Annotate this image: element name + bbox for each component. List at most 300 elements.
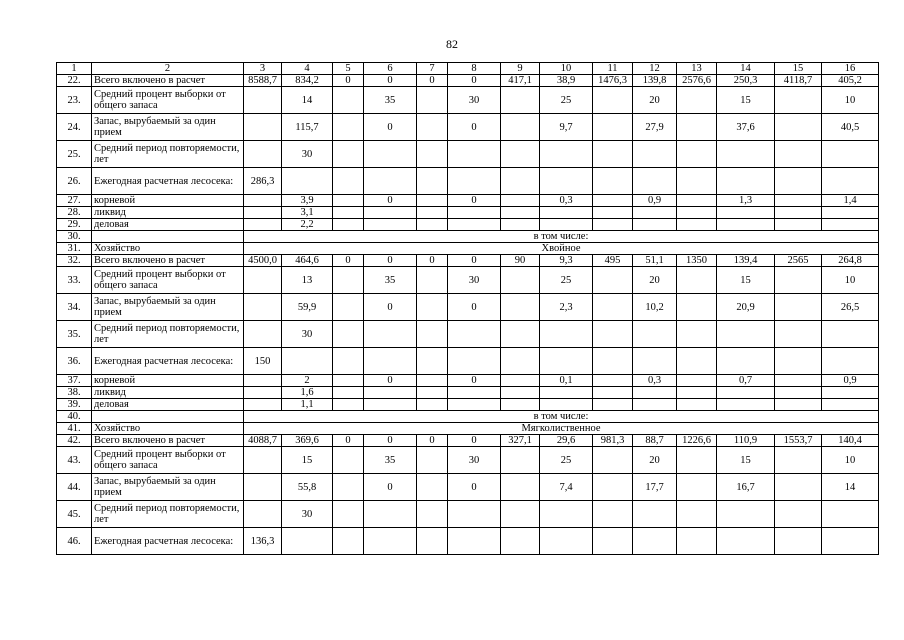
value-cell: 35 — [364, 267, 417, 294]
value-cell: 0 — [364, 255, 417, 267]
value-cell — [364, 141, 417, 168]
value-cell — [333, 501, 364, 528]
value-cell: 15 — [717, 447, 775, 474]
value-cell — [244, 267, 282, 294]
value-cell: 0 — [364, 375, 417, 387]
value-cell: 0 — [333, 255, 364, 267]
value-cell — [593, 387, 633, 399]
row-label-cell: Всего включено в расчет — [92, 435, 244, 447]
value-cell — [593, 87, 633, 114]
value-cell — [633, 399, 677, 411]
table-row — [57, 447, 879, 474]
value-cell — [633, 219, 677, 231]
value-cell: 981,3 — [593, 435, 633, 447]
value-cell — [364, 207, 417, 219]
value-cell — [244, 387, 282, 399]
value-cell: 30 — [448, 267, 501, 294]
value-cell: 464,6 — [282, 255, 333, 267]
value-cell: 15 — [717, 87, 775, 114]
value-cell — [677, 219, 717, 231]
value-cell: 16,7 — [717, 474, 775, 501]
value-cell — [822, 387, 879, 399]
table-row — [57, 348, 879, 375]
value-cell — [501, 207, 540, 219]
value-cell — [417, 141, 448, 168]
value-cell — [448, 321, 501, 348]
row-number-cell: 44. — [57, 474, 92, 501]
row-number-cell: 45. — [57, 501, 92, 528]
value-cell: 35 — [364, 447, 417, 474]
table-body — [57, 63, 879, 555]
value-cell: 25 — [540, 447, 593, 474]
value-cell — [364, 528, 417, 555]
value-cell: 2,2 — [282, 219, 333, 231]
value-cell — [822, 399, 879, 411]
value-cell: 30 — [448, 447, 501, 474]
value-cell — [540, 501, 593, 528]
value-cell: 90 — [501, 255, 540, 267]
column-number-cell: 2 — [92, 63, 244, 75]
value-cell: 0 — [448, 75, 501, 87]
value-cell: 3,1 — [282, 207, 333, 219]
column-number-cell: 16 — [822, 63, 879, 75]
value-cell — [633, 321, 677, 348]
value-cell — [501, 195, 540, 207]
value-cell — [775, 399, 822, 411]
value-cell: 30 — [282, 141, 333, 168]
value-cell — [593, 294, 633, 321]
value-cell — [822, 501, 879, 528]
row-label-cell: Средний период повторяемости, лет — [92, 141, 244, 168]
value-cell — [775, 267, 822, 294]
table-row — [57, 294, 879, 321]
value-cell — [244, 219, 282, 231]
row-label-cell: ликвид — [92, 207, 244, 219]
row-label-cell: Всего включено в расчет — [92, 75, 244, 87]
value-cell: 1,6 — [282, 387, 333, 399]
value-cell — [677, 387, 717, 399]
value-cell — [593, 267, 633, 294]
row-number-cell: 46. — [57, 528, 92, 555]
value-cell — [593, 474, 633, 501]
value-cell — [244, 195, 282, 207]
value-cell — [677, 348, 717, 375]
value-cell: 25 — [540, 87, 593, 114]
value-cell: 0 — [364, 474, 417, 501]
row-label-cell — [92, 411, 244, 423]
value-cell — [244, 474, 282, 501]
value-cell — [417, 114, 448, 141]
table-row — [57, 195, 879, 207]
column-number-cell: 15 — [775, 63, 822, 75]
value-cell — [364, 219, 417, 231]
value-cell — [540, 321, 593, 348]
value-cell — [775, 219, 822, 231]
value-cell — [282, 168, 333, 195]
value-cell: 27,9 — [633, 114, 677, 141]
row-number-cell: 42. — [57, 435, 92, 447]
value-cell — [540, 219, 593, 231]
value-cell: 17,7 — [633, 474, 677, 501]
row-label-cell: деловая — [92, 399, 244, 411]
column-number-cell: 6 — [364, 63, 417, 75]
value-cell — [333, 321, 364, 348]
table-row — [57, 168, 879, 195]
value-cell — [244, 321, 282, 348]
table-row — [57, 87, 879, 114]
value-cell — [717, 219, 775, 231]
row-number-cell: 26. — [57, 168, 92, 195]
value-cell — [540, 141, 593, 168]
value-cell — [501, 219, 540, 231]
value-cell: 38,9 — [540, 75, 593, 87]
value-cell: 0 — [448, 294, 501, 321]
value-cell: 286,3 — [244, 168, 282, 195]
table-row — [57, 387, 879, 399]
value-cell: 1,3 — [717, 195, 775, 207]
value-cell: 0 — [448, 375, 501, 387]
value-cell — [333, 168, 364, 195]
row-number-cell: 32. — [57, 255, 92, 267]
value-cell — [417, 348, 448, 375]
column-number-cell: 5 — [333, 63, 364, 75]
value-cell: 13 — [282, 267, 333, 294]
row-number-cell: 36. — [57, 348, 92, 375]
value-cell — [822, 348, 879, 375]
value-cell: 14 — [822, 474, 879, 501]
value-cell — [448, 348, 501, 375]
value-cell — [244, 114, 282, 141]
row-number-cell: 24. — [57, 114, 92, 141]
value-cell — [633, 348, 677, 375]
value-cell: 10 — [822, 447, 879, 474]
value-cell — [593, 501, 633, 528]
value-cell: 0 — [364, 294, 417, 321]
value-cell: 495 — [593, 255, 633, 267]
row-label-cell: Средний период повторяемости, лет — [92, 501, 244, 528]
value-cell — [540, 528, 593, 555]
row-number-cell: 35. — [57, 321, 92, 348]
value-cell — [333, 207, 364, 219]
value-cell — [333, 219, 364, 231]
value-cell — [417, 375, 448, 387]
value-cell — [677, 399, 717, 411]
value-cell — [775, 375, 822, 387]
value-cell: 0 — [364, 75, 417, 87]
value-cell: 0 — [333, 435, 364, 447]
value-cell — [244, 501, 282, 528]
value-cell — [775, 348, 822, 375]
row-number-cell: 41. — [57, 423, 92, 435]
value-cell: 8588,7 — [244, 75, 282, 87]
value-cell: 0 — [448, 255, 501, 267]
column-number-cell: 9 — [501, 63, 540, 75]
table-row — [57, 141, 879, 168]
value-cell — [244, 141, 282, 168]
value-cell — [448, 528, 501, 555]
value-cell — [822, 219, 879, 231]
value-cell: 10 — [822, 267, 879, 294]
value-cell — [364, 387, 417, 399]
table-row — [57, 255, 879, 267]
value-cell: 30 — [448, 87, 501, 114]
value-cell — [540, 399, 593, 411]
value-cell: 35 — [364, 87, 417, 114]
value-cell — [677, 87, 717, 114]
row-label-cell: Всего включено в расчет — [92, 255, 244, 267]
value-cell — [822, 168, 879, 195]
value-cell — [244, 207, 282, 219]
column-number-cell: 7 — [417, 63, 448, 75]
value-cell — [448, 168, 501, 195]
value-cell: 417,1 — [501, 75, 540, 87]
value-cell — [717, 399, 775, 411]
row-label-cell: корневой — [92, 375, 244, 387]
value-cell — [417, 267, 448, 294]
value-cell: 0,1 — [540, 375, 593, 387]
value-cell — [333, 141, 364, 168]
value-cell: 140,4 — [822, 435, 879, 447]
value-cell: 139,4 — [717, 255, 775, 267]
value-cell — [417, 219, 448, 231]
value-cell: 0 — [448, 195, 501, 207]
value-cell: 327,1 — [501, 435, 540, 447]
section-heading-cell: Мягколиственное — [244, 423, 879, 435]
value-cell — [417, 294, 448, 321]
value-cell: 2576,6 — [677, 75, 717, 87]
value-cell — [244, 87, 282, 114]
table-row — [57, 114, 879, 141]
value-cell: 369,6 — [282, 435, 333, 447]
value-cell — [448, 387, 501, 399]
value-cell: 136,3 — [244, 528, 282, 555]
value-cell — [775, 195, 822, 207]
row-label-cell: Хозяйство — [92, 243, 244, 255]
value-cell: 0 — [448, 114, 501, 141]
value-cell — [417, 447, 448, 474]
row-label-cell: Средний период повторяемости, лет — [92, 321, 244, 348]
value-cell — [333, 195, 364, 207]
value-cell — [633, 528, 677, 555]
value-cell: 1,4 — [822, 195, 879, 207]
value-cell — [540, 348, 593, 375]
value-cell: 115,7 — [282, 114, 333, 141]
value-cell — [717, 528, 775, 555]
value-cell: 15 — [717, 267, 775, 294]
value-cell — [717, 207, 775, 219]
page-number: 82 — [446, 37, 458, 51]
value-cell — [677, 267, 717, 294]
row-label-cell — [92, 231, 244, 243]
value-cell — [501, 267, 540, 294]
row-number-cell: 43. — [57, 447, 92, 474]
value-cell — [593, 207, 633, 219]
value-cell — [333, 375, 364, 387]
row-number-cell: 34. — [57, 294, 92, 321]
row-label-cell: Ежегодная расчетная лесосека: — [92, 348, 244, 375]
value-cell: 0,3 — [633, 375, 677, 387]
value-cell — [775, 87, 822, 114]
value-cell: 2,3 — [540, 294, 593, 321]
row-label-cell: Запас, вырубаемый за один прием — [92, 474, 244, 501]
value-cell — [417, 387, 448, 399]
value-cell — [333, 87, 364, 114]
row-number-cell: 38. — [57, 387, 92, 399]
column-number-cell: 4 — [282, 63, 333, 75]
table-row — [57, 219, 879, 231]
value-cell: 0 — [448, 474, 501, 501]
table-row — [57, 501, 879, 528]
value-cell — [677, 195, 717, 207]
value-cell — [364, 348, 417, 375]
value-cell — [448, 141, 501, 168]
value-cell: 55,8 — [282, 474, 333, 501]
value-cell: 2565 — [775, 255, 822, 267]
value-cell: 15 — [282, 447, 333, 474]
value-cell: 20,9 — [717, 294, 775, 321]
value-cell: 20 — [633, 87, 677, 114]
value-cell: 20 — [633, 267, 677, 294]
value-cell — [333, 294, 364, 321]
row-number-cell: 28. — [57, 207, 92, 219]
value-cell — [717, 168, 775, 195]
value-cell — [593, 321, 633, 348]
value-cell: 4500,0 — [244, 255, 282, 267]
table-row — [57, 411, 879, 423]
table-row — [57, 435, 879, 447]
value-cell: 0 — [417, 75, 448, 87]
value-cell — [501, 447, 540, 474]
value-cell: 40,5 — [822, 114, 879, 141]
value-cell — [775, 207, 822, 219]
value-cell: 51,1 — [633, 255, 677, 267]
row-number-cell: 33. — [57, 267, 92, 294]
value-cell — [540, 387, 593, 399]
column-number-cell: 14 — [717, 63, 775, 75]
value-cell — [333, 447, 364, 474]
value-cell — [417, 168, 448, 195]
value-cell — [822, 321, 879, 348]
value-cell — [593, 447, 633, 474]
value-cell: 10 — [822, 87, 879, 114]
value-cell — [244, 399, 282, 411]
value-cell: 110,9 — [717, 435, 775, 447]
value-cell: 25 — [540, 267, 593, 294]
value-cell — [633, 207, 677, 219]
value-cell: 1,1 — [282, 399, 333, 411]
value-cell: 37,6 — [717, 114, 775, 141]
value-cell — [775, 447, 822, 474]
value-cell — [448, 501, 501, 528]
value-cell — [244, 447, 282, 474]
row-label-cell: Ежегодная расчетная лесосека: — [92, 528, 244, 555]
row-label-cell: Средний процент выборки от общего запаса — [92, 267, 244, 294]
value-cell: 0 — [417, 435, 448, 447]
column-number-cell: 11 — [593, 63, 633, 75]
value-cell — [501, 387, 540, 399]
column-number-cell: 3 — [244, 63, 282, 75]
value-cell — [501, 114, 540, 141]
value-cell — [593, 528, 633, 555]
value-cell — [448, 219, 501, 231]
row-number-cell: 30. — [57, 231, 92, 243]
row-number-cell: 40. — [57, 411, 92, 423]
value-cell: 264,8 — [822, 255, 879, 267]
value-cell: 834,2 — [282, 75, 333, 87]
value-cell — [775, 141, 822, 168]
value-cell: 4088,7 — [244, 435, 282, 447]
value-cell — [417, 474, 448, 501]
row-number-cell: 39. — [57, 399, 92, 411]
section-heading-cell: Хвойное — [244, 243, 879, 255]
row-number-cell: 22. — [57, 75, 92, 87]
value-cell — [677, 528, 717, 555]
value-cell — [677, 447, 717, 474]
value-cell — [775, 528, 822, 555]
value-cell: 0 — [364, 195, 417, 207]
value-cell: 0,3 — [540, 195, 593, 207]
value-cell — [333, 387, 364, 399]
table-row — [57, 243, 879, 255]
table-row — [57, 321, 879, 348]
row-label-cell: Запас, вырубаемый за один прием — [92, 294, 244, 321]
table-row — [57, 231, 879, 243]
value-cell — [417, 321, 448, 348]
value-cell — [677, 114, 717, 141]
value-cell — [775, 321, 822, 348]
value-cell — [417, 399, 448, 411]
value-cell — [501, 348, 540, 375]
value-cell: 0 — [448, 435, 501, 447]
row-label-cell: корневой — [92, 195, 244, 207]
row-number-cell: 29. — [57, 219, 92, 231]
value-cell — [593, 219, 633, 231]
value-cell: 26,5 — [822, 294, 879, 321]
value-cell — [633, 168, 677, 195]
value-cell — [822, 528, 879, 555]
value-cell — [822, 207, 879, 219]
column-number-cell: 13 — [677, 63, 717, 75]
value-cell — [717, 141, 775, 168]
value-cell — [333, 528, 364, 555]
table-row — [57, 267, 879, 294]
value-cell: 10,2 — [633, 294, 677, 321]
row-number-cell: 37. — [57, 375, 92, 387]
value-cell — [775, 474, 822, 501]
column-number-row — [57, 63, 879, 75]
value-cell — [540, 168, 593, 195]
row-label-cell: Средний процент выборки от общего запаса — [92, 447, 244, 474]
value-cell — [677, 294, 717, 321]
value-cell — [333, 474, 364, 501]
value-cell — [501, 168, 540, 195]
forest-calculation-table — [56, 62, 879, 555]
value-cell — [593, 141, 633, 168]
value-cell: 0 — [364, 435, 417, 447]
value-cell — [448, 207, 501, 219]
value-cell: 1476,3 — [593, 75, 633, 87]
table-row — [57, 75, 879, 87]
value-cell — [333, 267, 364, 294]
value-cell — [677, 375, 717, 387]
value-cell: 150 — [244, 348, 282, 375]
value-cell — [677, 321, 717, 348]
value-cell: 0,9 — [822, 375, 879, 387]
row-label-cell: деловая — [92, 219, 244, 231]
value-cell — [775, 294, 822, 321]
value-cell — [282, 528, 333, 555]
row-number-cell: 25. — [57, 141, 92, 168]
